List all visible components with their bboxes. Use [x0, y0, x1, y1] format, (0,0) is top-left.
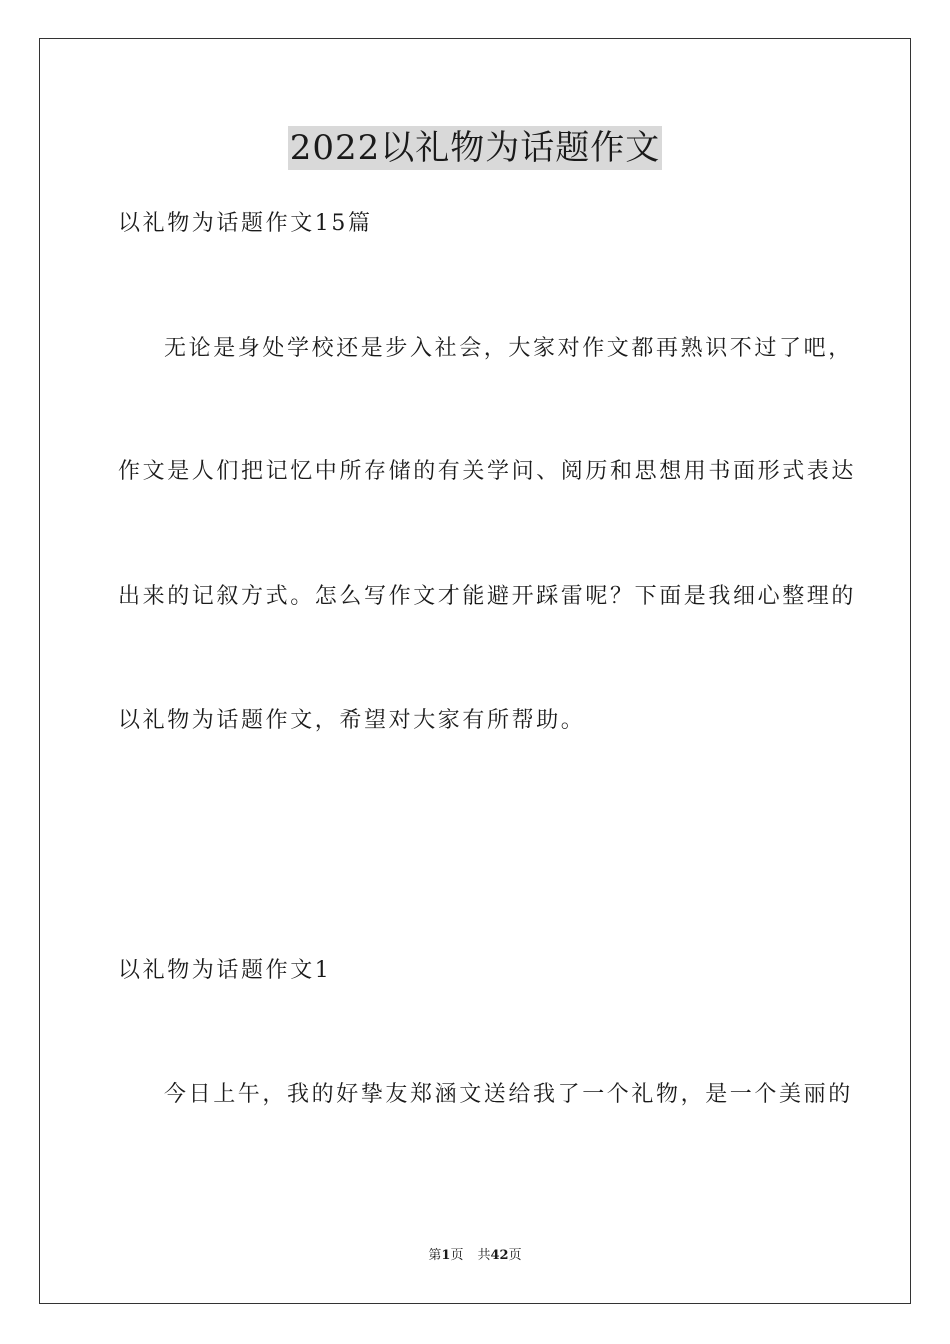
footer-page-number: 1: [441, 1248, 451, 1263]
title-container: [0, 126, 950, 170]
section-first-line: 今日上午，我的好挚友郑涵文送给我了一个礼物，是一个美丽的: [164, 1082, 853, 1107]
footer-total-prefix: 共: [477, 1248, 491, 1263]
document-title: 2022以礼物为话题作文: [289, 128, 661, 168]
document-subtitle: 以礼物为话题作文15篇: [118, 211, 373, 236]
intro-line-1: 无论是身处学校还是步入社会，大家对作文都再熟识不过了吧，: [164, 336, 853, 361]
intro-line-4: 以礼物为话题作文，希望对大家有所帮助。: [118, 708, 586, 733]
section-heading: 以礼物为话题作文1: [118, 958, 332, 983]
footer-total-suffix: 页: [508, 1248, 522, 1263]
page-footer: [0, 1247, 950, 1265]
intro-line-2: 作文是人们把记忆中所存储的有关学问、阅历和思想用书面形式表达: [118, 459, 857, 484]
footer-page-suffix: 页: [450, 1248, 464, 1263]
intro-line-3: 出来的记叙方式。怎么写作文才能避开踩雷呢？下面是我细心整理的: [118, 584, 857, 609]
footer-page-prefix: 第: [428, 1248, 442, 1263]
footer-total-pages: 42: [490, 1248, 509, 1263]
